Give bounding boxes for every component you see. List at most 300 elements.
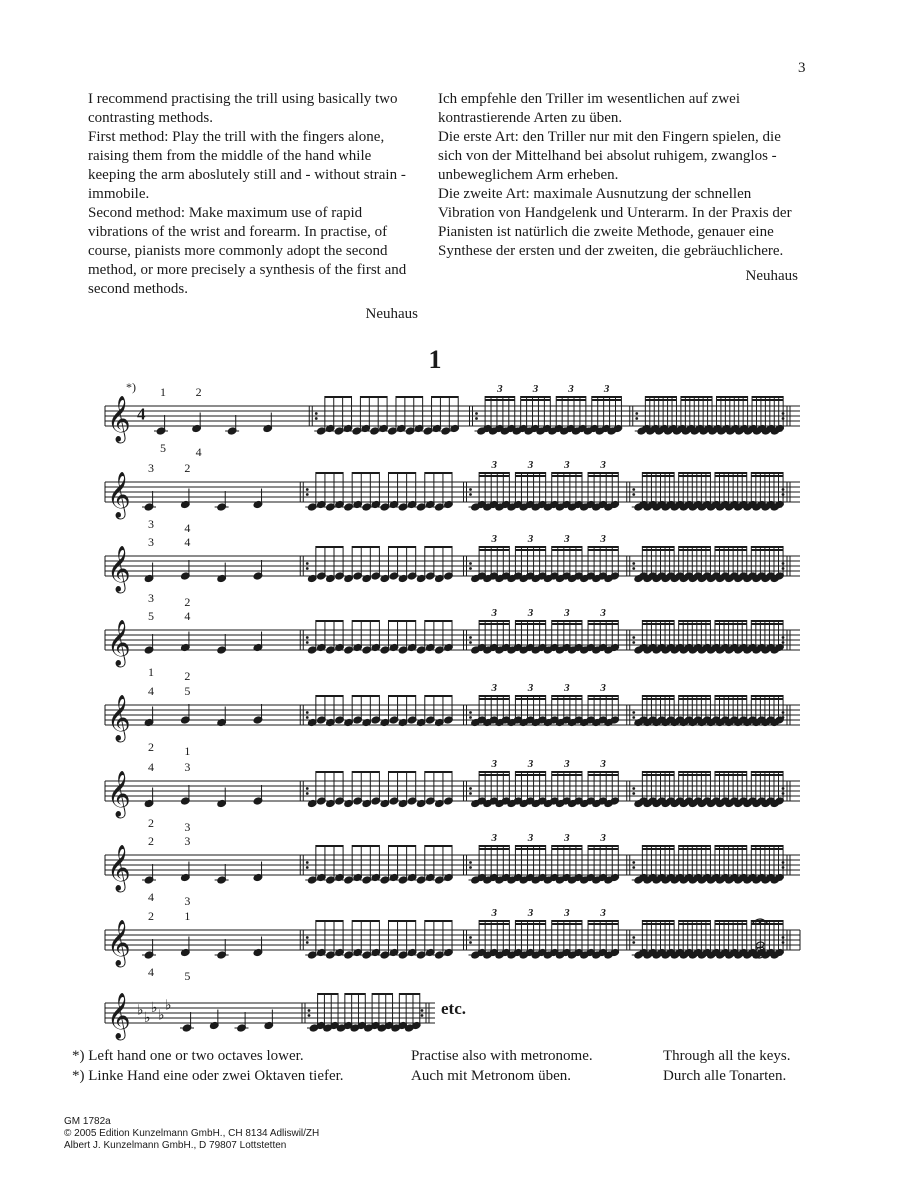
repeat-dot bbox=[306, 488, 309, 491]
repeat-dot bbox=[315, 417, 318, 420]
beam bbox=[325, 396, 352, 398]
footnote-left-de: *) Linke Hand eine oder zwei Oktaven tiefer. bbox=[72, 1068, 344, 1084]
time-signature: 4 bbox=[137, 404, 146, 424]
repeat-dot bbox=[632, 641, 635, 644]
beam bbox=[521, 396, 551, 398]
fingering-bottom: 3 bbox=[184, 820, 191, 834]
triplet-mark: 3 bbox=[527, 459, 534, 471]
beam bbox=[515, 774, 545, 776]
beam bbox=[388, 472, 415, 474]
repeat-dot bbox=[632, 488, 635, 491]
beam bbox=[588, 546, 618, 548]
beam bbox=[588, 920, 618, 922]
beam bbox=[479, 920, 509, 922]
beam bbox=[479, 546, 509, 548]
beam bbox=[588, 845, 618, 847]
beam bbox=[425, 472, 452, 474]
triplet-mark: 3 bbox=[527, 607, 534, 619]
repeat-dot bbox=[475, 417, 478, 420]
beam bbox=[642, 920, 674, 922]
fingering-top: 4 bbox=[148, 684, 154, 698]
beam bbox=[318, 993, 338, 995]
beam bbox=[352, 620, 379, 622]
beam bbox=[316, 771, 343, 773]
repeat-dot bbox=[632, 861, 635, 864]
beam bbox=[316, 620, 343, 622]
beam bbox=[716, 399, 747, 401]
triplet-mark: 3 bbox=[564, 832, 570, 844]
beam bbox=[479, 845, 509, 847]
beam bbox=[352, 472, 379, 474]
fingering-top: 5 bbox=[184, 684, 191, 698]
beam bbox=[645, 396, 676, 398]
beam bbox=[479, 848, 509, 850]
treble-clef: 𝄞 bbox=[107, 993, 131, 1039]
repeat-dot bbox=[475, 412, 478, 415]
beam bbox=[681, 396, 712, 398]
beam bbox=[715, 623, 747, 625]
beam bbox=[552, 620, 582, 622]
beam bbox=[642, 472, 674, 474]
beam bbox=[556, 396, 586, 398]
footnote-keys bbox=[663, 1046, 790, 1086]
beam bbox=[751, 848, 783, 850]
beam bbox=[479, 695, 509, 697]
beam bbox=[715, 845, 747, 847]
fingering-bottom: 3 bbox=[148, 591, 154, 605]
beam bbox=[515, 845, 545, 847]
repeat-dot bbox=[306, 787, 309, 790]
page-number: 3 bbox=[798, 60, 806, 76]
beam bbox=[345, 993, 365, 995]
beam bbox=[588, 549, 618, 551]
beam bbox=[485, 396, 515, 398]
repeat-dot bbox=[308, 1009, 311, 1012]
repeat-dot bbox=[782, 861, 785, 864]
beam bbox=[751, 774, 783, 776]
beam bbox=[360, 396, 387, 398]
repeat-dot bbox=[469, 792, 472, 795]
english-paragraph-3: Second method: Make maximum use of rapid vibrations of the wrist and forearm. In practise, of course, pianists more commonly adopt the second method, or more precisely a synthesis of the first and second methods. bbox=[88, 205, 407, 297]
beam bbox=[642, 923, 674, 925]
beam bbox=[515, 549, 545, 551]
beam bbox=[715, 848, 747, 850]
beam bbox=[552, 920, 582, 922]
beam bbox=[588, 475, 618, 477]
beam bbox=[352, 920, 379, 922]
fingering-top: 2 bbox=[184, 461, 191, 475]
german-signature: Neuhaus bbox=[745, 268, 798, 284]
treble-clef: 𝄞 bbox=[107, 472, 131, 518]
repeat-dot bbox=[469, 567, 472, 570]
treble-clef: 𝄞 bbox=[107, 620, 131, 666]
beam bbox=[642, 698, 674, 700]
beam bbox=[679, 923, 711, 925]
beam bbox=[751, 620, 783, 622]
beam bbox=[588, 848, 618, 850]
triplet-mark: 3 bbox=[491, 533, 497, 545]
triplet-mark: 3 bbox=[600, 758, 606, 770]
beam bbox=[316, 845, 343, 847]
beam bbox=[751, 549, 783, 551]
beam bbox=[752, 399, 783, 401]
repeat-dot bbox=[782, 493, 785, 496]
beam bbox=[751, 771, 783, 773]
flat-sign: ♭ bbox=[158, 1007, 165, 1024]
flat-sign: ♭ bbox=[144, 1010, 151, 1026]
beam bbox=[515, 698, 545, 700]
footnote-metronome-de: Auch mit Metronom üben. bbox=[411, 1068, 571, 1084]
beam bbox=[352, 546, 379, 548]
fingering-bottom: 2 bbox=[184, 595, 191, 609]
fingering-bottom: 4 bbox=[148, 890, 154, 904]
treble-clef: 𝄞 bbox=[107, 695, 131, 741]
beam bbox=[715, 475, 747, 477]
repeat-dot bbox=[632, 636, 635, 639]
fingering-top: 5 bbox=[148, 609, 154, 623]
triplet-mark: 3 bbox=[527, 832, 534, 844]
beam bbox=[679, 695, 711, 697]
triplet-mark: 3 bbox=[491, 682, 497, 694]
beam bbox=[316, 695, 343, 697]
beam bbox=[588, 923, 618, 925]
treble-clef: 𝄞 bbox=[107, 396, 131, 442]
beam bbox=[552, 845, 582, 847]
triplet-mark: 3 bbox=[600, 907, 606, 919]
fingering-top: 3 bbox=[148, 535, 154, 549]
beam bbox=[679, 475, 711, 477]
english-signature: Neuhaus bbox=[365, 306, 418, 322]
beam bbox=[751, 472, 783, 474]
footnote-metronome-en: Practise also with metronome. bbox=[411, 1048, 593, 1064]
beam bbox=[679, 845, 711, 847]
beam bbox=[552, 698, 582, 700]
beam bbox=[425, 920, 452, 922]
footnote-left-hand bbox=[72, 1046, 344, 1086]
repeat-dot bbox=[632, 567, 635, 570]
repeat-dot bbox=[782, 941, 785, 944]
repeat-dot bbox=[306, 861, 309, 864]
triplet-mark: 3 bbox=[497, 383, 503, 395]
repeat-dot bbox=[469, 936, 472, 939]
beam bbox=[352, 845, 379, 847]
beam bbox=[388, 546, 415, 548]
beam bbox=[515, 848, 545, 850]
beam bbox=[479, 620, 509, 622]
beam bbox=[679, 920, 711, 922]
triplet-mark: 3 bbox=[564, 907, 570, 919]
beam bbox=[679, 774, 711, 776]
beam bbox=[751, 475, 783, 477]
beam bbox=[388, 620, 415, 622]
repeat-dot bbox=[306, 941, 309, 944]
beam bbox=[479, 472, 509, 474]
beam bbox=[552, 923, 582, 925]
beam bbox=[515, 475, 545, 477]
fingering-top: 1 bbox=[184, 909, 191, 923]
flat-sign: ♭ bbox=[137, 1002, 144, 1019]
beam bbox=[515, 623, 545, 625]
beam bbox=[515, 923, 545, 925]
repeat-dot bbox=[782, 936, 785, 939]
fingering-top: 3 bbox=[184, 834, 191, 848]
exercise-number: 1 bbox=[428, 345, 442, 374]
repeat-dot bbox=[469, 641, 472, 644]
beam bbox=[479, 623, 509, 625]
beam bbox=[399, 993, 419, 995]
beam bbox=[552, 549, 582, 551]
triplet-mark: 3 bbox=[564, 682, 570, 694]
repeat-dot bbox=[306, 567, 309, 570]
beam bbox=[681, 399, 712, 401]
asterisk-mark: *) bbox=[126, 380, 136, 394]
repeat-dot bbox=[782, 787, 785, 790]
repeat-dot bbox=[306, 866, 309, 869]
repeat-dot bbox=[632, 941, 635, 944]
beam bbox=[479, 771, 509, 773]
triplet-mark: 3 bbox=[527, 682, 534, 694]
beam bbox=[515, 920, 545, 922]
beam bbox=[715, 923, 747, 925]
repeat-dot bbox=[306, 711, 309, 714]
beam bbox=[679, 848, 711, 850]
beam bbox=[552, 695, 582, 697]
publisher-line: Albert J. Kunzelmann GmbH., D 79807 Lottstetten bbox=[64, 1140, 287, 1151]
fingering-bottom: 4 bbox=[195, 445, 202, 459]
repeat-dot bbox=[782, 792, 785, 795]
publisher-info bbox=[64, 1116, 319, 1152]
repeat-dot bbox=[782, 567, 785, 570]
beam bbox=[642, 475, 674, 477]
fingering-top: 2 bbox=[148, 909, 154, 923]
footnote-metronome bbox=[411, 1046, 593, 1086]
beam bbox=[679, 698, 711, 700]
beam bbox=[715, 698, 747, 700]
copyright-line: © 2005 Edition Kunzelmann GmbH., CH 8134 Adliswil/ZH bbox=[64, 1128, 320, 1139]
beam bbox=[715, 920, 747, 922]
repeat-dot bbox=[469, 861, 472, 864]
triplet-mark: 3 bbox=[491, 607, 497, 619]
beam bbox=[479, 923, 509, 925]
repeat-dot bbox=[782, 636, 785, 639]
repeat-dot bbox=[632, 787, 635, 790]
repeat-dot bbox=[306, 716, 309, 719]
beam bbox=[372, 993, 392, 995]
repeat-dot bbox=[469, 866, 472, 869]
etc-label: etc. bbox=[441, 999, 467, 1018]
beam bbox=[515, 472, 545, 474]
repeat-dot bbox=[632, 493, 635, 496]
english-paragraph-2: First method: Play the trill with the fingers alone, raising them from the middle of the hand while keeping the arm aboslutely still and - without strain - immobile. bbox=[88, 129, 406, 202]
beam bbox=[552, 771, 582, 773]
treble-clef: 𝄞 bbox=[107, 920, 131, 966]
beam bbox=[715, 472, 747, 474]
beam bbox=[715, 549, 747, 551]
repeat-dot bbox=[782, 412, 785, 415]
fingering-top: 1 bbox=[160, 385, 166, 399]
beam bbox=[552, 472, 582, 474]
beam bbox=[588, 698, 618, 700]
beam bbox=[515, 546, 545, 548]
repeat-dot bbox=[469, 711, 472, 714]
beam bbox=[642, 623, 674, 625]
beam bbox=[515, 620, 545, 622]
repeat-dot bbox=[635, 412, 638, 415]
beam bbox=[552, 546, 582, 548]
repeat-dot bbox=[782, 562, 785, 565]
repeat-dot bbox=[469, 941, 472, 944]
repeat-dot bbox=[469, 716, 472, 719]
triplet-mark: 3 bbox=[491, 832, 497, 844]
beam bbox=[521, 399, 551, 401]
beam bbox=[425, 620, 452, 622]
triplet-mark: 3 bbox=[568, 383, 574, 395]
triplet-mark: 3 bbox=[527, 907, 534, 919]
beam bbox=[479, 698, 509, 700]
treble-clef: 𝄞 bbox=[107, 845, 131, 891]
repeat-dot bbox=[469, 562, 472, 565]
beam bbox=[388, 845, 415, 847]
beam bbox=[425, 695, 452, 697]
beam bbox=[751, 546, 783, 548]
repeat-dot bbox=[315, 412, 318, 415]
repeat-dot bbox=[469, 636, 472, 639]
fingering-bottom: 4 bbox=[148, 965, 154, 979]
beam bbox=[679, 549, 711, 551]
beam bbox=[592, 399, 622, 401]
beam bbox=[679, 771, 711, 773]
triplet-mark: 3 bbox=[600, 533, 606, 545]
footnote-keys-en: Through all the keys. bbox=[663, 1048, 791, 1064]
triplet-mark: 3 bbox=[603, 383, 610, 395]
beam bbox=[479, 549, 509, 551]
beam bbox=[588, 774, 618, 776]
repeat-dot bbox=[635, 417, 638, 420]
beam bbox=[715, 695, 747, 697]
triplet-mark: 3 bbox=[564, 758, 570, 770]
repeat-dot bbox=[306, 641, 309, 644]
fingering-top: 2 bbox=[148, 834, 154, 848]
repeat-dot bbox=[632, 866, 635, 869]
fingering-bottom: 5 bbox=[160, 441, 166, 455]
fingering-top: 3 bbox=[148, 461, 154, 475]
triplet-mark: 3 bbox=[491, 907, 497, 919]
beam bbox=[752, 396, 783, 398]
beam bbox=[679, 620, 711, 622]
repeat-dot bbox=[308, 1014, 311, 1017]
triplet-mark: 3 bbox=[527, 758, 534, 770]
beam bbox=[679, 546, 711, 548]
beam bbox=[388, 695, 415, 697]
beam bbox=[388, 920, 415, 922]
repeat-dot bbox=[782, 711, 785, 714]
repeat-dot bbox=[306, 493, 309, 496]
beam bbox=[425, 771, 452, 773]
beam bbox=[642, 546, 674, 548]
beam bbox=[425, 845, 452, 847]
beam bbox=[588, 472, 618, 474]
beam bbox=[642, 620, 674, 622]
treble-clef: 𝄞 bbox=[107, 771, 131, 817]
beam bbox=[552, 848, 582, 850]
beam bbox=[588, 695, 618, 697]
beam bbox=[588, 620, 618, 622]
repeat-dot bbox=[782, 488, 785, 491]
beam bbox=[679, 472, 711, 474]
beam bbox=[588, 771, 618, 773]
repeat-dot bbox=[469, 488, 472, 491]
beam bbox=[592, 396, 622, 398]
triplet-mark: 3 bbox=[600, 459, 606, 471]
fingering-top: 2 bbox=[195, 385, 202, 399]
beam bbox=[352, 695, 379, 697]
fingering-top: 3 bbox=[184, 760, 191, 774]
triplet-mark: 3 bbox=[564, 459, 570, 471]
beam bbox=[515, 695, 545, 697]
triplet-mark: 3 bbox=[564, 607, 570, 619]
beam bbox=[642, 845, 674, 847]
catalog-number: GM 1782a bbox=[64, 1116, 111, 1127]
repeat-dot bbox=[421, 1014, 424, 1017]
triplet-mark: 3 bbox=[600, 607, 606, 619]
repeat-dot bbox=[632, 792, 635, 795]
beam bbox=[552, 623, 582, 625]
beam bbox=[642, 771, 674, 773]
repeat-dot bbox=[632, 936, 635, 939]
beam bbox=[316, 472, 343, 474]
beam bbox=[751, 695, 783, 697]
german-paragraph-1: Ich empfehle den Triller im wesentlichen auf zwei kontrastierende Arten zu üben. bbox=[438, 91, 740, 126]
triplet-mark: 3 bbox=[491, 758, 497, 770]
beam bbox=[642, 848, 674, 850]
repeat-dot bbox=[421, 1009, 424, 1012]
beam bbox=[716, 396, 747, 398]
beam bbox=[715, 620, 747, 622]
fermata-dot bbox=[759, 921, 762, 924]
repeat-dot bbox=[632, 711, 635, 714]
beam bbox=[751, 845, 783, 847]
beam bbox=[751, 623, 783, 625]
triplet-mark: 3 bbox=[532, 383, 539, 395]
repeat-dot bbox=[306, 636, 309, 639]
beam bbox=[751, 698, 783, 700]
treble-clef: 𝄞 bbox=[107, 546, 131, 592]
beam bbox=[715, 546, 747, 548]
fingering-bottom: 2 bbox=[184, 669, 191, 683]
beam bbox=[642, 549, 674, 551]
beam bbox=[515, 771, 545, 773]
fingering-top: 4 bbox=[184, 535, 191, 549]
beam bbox=[588, 623, 618, 625]
triplet-mark: 3 bbox=[600, 832, 606, 844]
beam bbox=[642, 774, 674, 776]
triplet-mark: 3 bbox=[564, 533, 570, 545]
repeat-dot bbox=[782, 866, 785, 869]
repeat-dot bbox=[782, 641, 785, 644]
fingering-bottom: 5 bbox=[184, 969, 191, 983]
fingering-bottom: 1 bbox=[184, 744, 191, 758]
repeat-dot bbox=[306, 936, 309, 939]
fingering-bottom: 1 bbox=[148, 665, 154, 679]
repeat-dot bbox=[632, 716, 635, 719]
footnote-left-en: *) Left hand one or two octaves lower. bbox=[72, 1048, 304, 1064]
fingering-bottom: 2 bbox=[148, 816, 154, 830]
beam bbox=[316, 546, 343, 548]
fingering-bottom: 2 bbox=[148, 740, 154, 754]
repeat-dot bbox=[469, 493, 472, 496]
beam bbox=[479, 475, 509, 477]
repeat-dot bbox=[469, 787, 472, 790]
